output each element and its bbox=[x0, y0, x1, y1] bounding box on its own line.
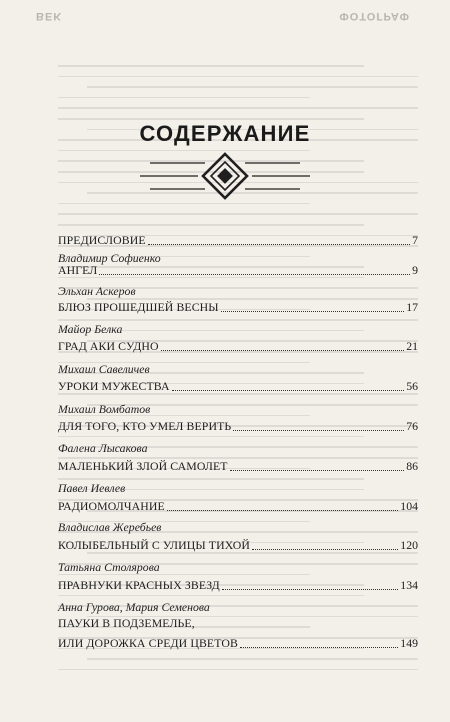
dot-leader bbox=[240, 647, 398, 648]
toc-author: Майор Белка bbox=[58, 322, 123, 336]
show-through-line bbox=[58, 478, 364, 480]
running-head-left: BEK bbox=[36, 10, 63, 22]
show-through-line bbox=[58, 213, 418, 215]
toc-entry-title-line1[interactable]: ПАУКИ В ПОДЗЕМЕЛЬЕ, bbox=[58, 616, 195, 630]
toc-entry-title-line2 bbox=[58, 636, 238, 651]
toc-entry[interactable] bbox=[58, 456, 418, 474]
toc-title-rest: ДОРОЖКА СРЕДИ ЦВЕТОВ bbox=[83, 636, 238, 650]
show-through-line bbox=[58, 118, 364, 120]
toc-entry-title: БЛЮЗ ПРОШЕДШЕЙ ВЕСНЫ bbox=[58, 300, 219, 314]
toc-author: Михаил Вомбатов bbox=[58, 402, 151, 416]
toc-entry[interactable] bbox=[58, 575, 418, 593]
toc-entry[interactable] bbox=[58, 376, 418, 394]
dot-leader bbox=[221, 311, 405, 312]
toc-entry[interactable] bbox=[58, 496, 418, 514]
toc-entry-title: ПРАВНУКИ КРАСНЫХ ЗВЕЗД bbox=[58, 578, 220, 592]
toc-entry-title: РАДИОМОЛЧАНИЕ bbox=[58, 499, 165, 513]
show-through-line bbox=[58, 65, 364, 67]
dot-leader bbox=[99, 274, 410, 275]
show-through-line bbox=[58, 224, 364, 226]
toc-author: Михаил Савеличев bbox=[58, 362, 150, 376]
toc-entry-title: ГРАД АКИ СУДНО bbox=[58, 339, 159, 353]
toc-entry[interactable] bbox=[58, 336, 418, 354]
show-through-line bbox=[58, 97, 310, 99]
toc-entry-page: 56 bbox=[406, 379, 418, 393]
toc-entry-page: 21 bbox=[406, 339, 418, 353]
toc-entry-page: 7 bbox=[412, 233, 418, 247]
toc-entry-title: УРОКИ МУЖЕСТВА bbox=[58, 379, 170, 393]
toc-entry-page: 76 bbox=[406, 419, 418, 433]
toc-entry-page: 134 bbox=[400, 578, 418, 592]
dot-leader bbox=[161, 350, 405, 351]
toc-entry[interactable] bbox=[58, 535, 418, 553]
toc-entry[interactable] bbox=[58, 633, 418, 651]
toc-entry-title: АНГЕЛ bbox=[58, 263, 98, 277]
show-through-line bbox=[58, 595, 364, 597]
show-through-line bbox=[58, 203, 310, 205]
toc-entry-page: 149 bbox=[400, 636, 418, 650]
toc-entry-page: 104 bbox=[400, 499, 418, 513]
toc-author: Татьяна Столярова bbox=[58, 560, 160, 574]
toc-entry-page: 86 bbox=[406, 459, 418, 473]
toc-entry-title: КОЛЫБЕЛЬНЫЙ С УЛИЦЫ ТИХОЙ bbox=[58, 538, 250, 552]
toc-author: Эльхан Аскеров bbox=[58, 284, 136, 298]
page-title: СОДЕРЖАНИЕ bbox=[139, 121, 311, 146]
toc-entry[interactable] bbox=[58, 260, 418, 278]
mirrored-running-head bbox=[0, 0, 450, 30]
dot-leader bbox=[148, 244, 410, 245]
show-through-line bbox=[58, 76, 418, 78]
show-through-line bbox=[87, 658, 418, 660]
dot-leader bbox=[233, 430, 404, 431]
toc-entry-title: ПРЕДИСЛОВИЕ bbox=[58, 233, 146, 247]
show-through-line bbox=[58, 107, 418, 109]
dot-leader bbox=[252, 549, 398, 550]
toc-entry-page: 9 bbox=[412, 263, 418, 277]
show-through-line bbox=[58, 436, 364, 438]
toc-entry-page: 17 bbox=[406, 300, 418, 314]
show-through-line bbox=[87, 86, 418, 88]
dot-leader bbox=[230, 470, 405, 471]
toc-author: Анна Гурова, Мария Семенова bbox=[58, 600, 210, 614]
toc-author: Фалена Лысакова bbox=[58, 441, 148, 455]
dot-leader bbox=[222, 589, 399, 590]
toc-entry-title: ДЛЯ ТОГО, КТО УМЕЛ ВЕРИТЬ bbox=[58, 419, 232, 433]
toc-author: Владислав Жеребьев bbox=[58, 520, 162, 534]
diamond-ornament-icon bbox=[135, 150, 315, 202]
show-through-line bbox=[58, 669, 418, 671]
toc-entry-page: 120 bbox=[400, 538, 418, 552]
toc-author: Павел Иевлев bbox=[58, 481, 126, 495]
toc-entry[interactable] bbox=[58, 297, 418, 315]
toc-title-conjunction: ИЛИ bbox=[58, 636, 84, 650]
toc-entry-title: МАЛЕНЬКИЙ ЗЛОЙ САМОЛЕТ bbox=[58, 459, 228, 473]
show-through-line bbox=[58, 319, 418, 321]
dot-leader bbox=[172, 390, 405, 391]
dot-leader bbox=[167, 510, 398, 511]
toc-author: Владимир Софиенко bbox=[58, 251, 161, 265]
toc-entry[interactable] bbox=[58, 416, 418, 434]
toc-entry[interactable] bbox=[58, 230, 418, 248]
running-head-right: ФОТОГРАФ bbox=[339, 10, 410, 22]
